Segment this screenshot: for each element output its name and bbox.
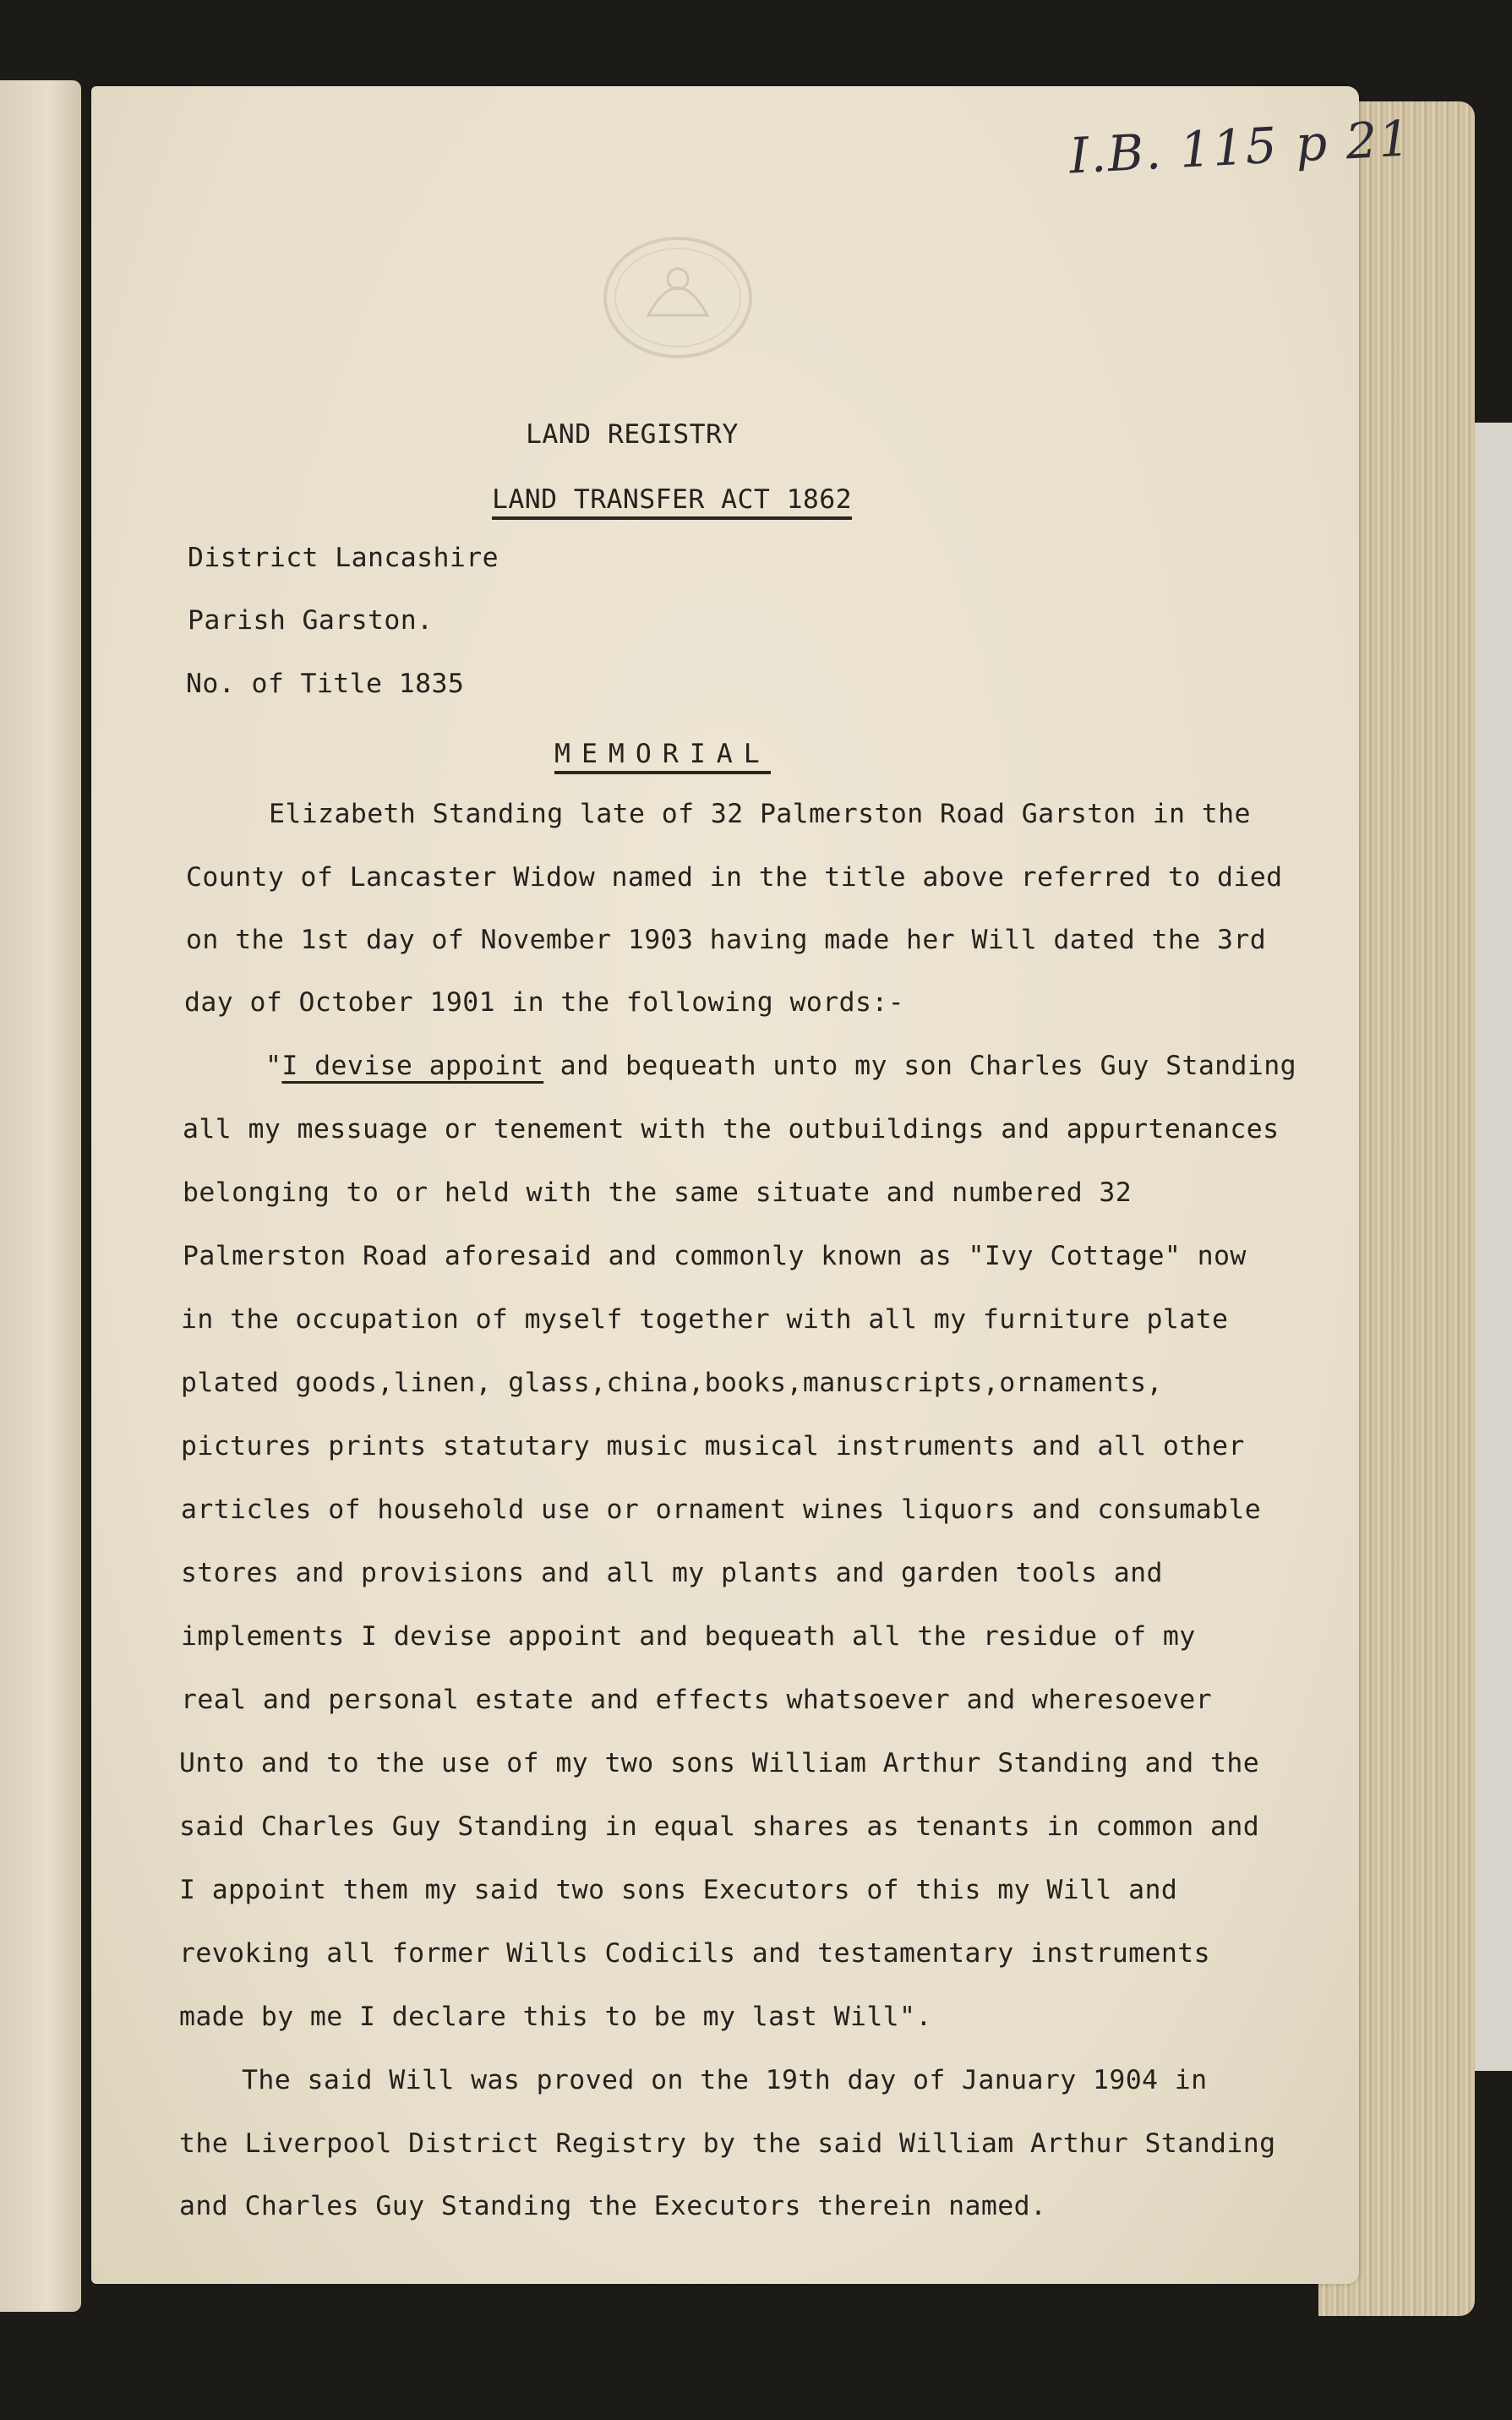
body-line: day of October 1901 in the following words:- [184,987,905,1018]
act-title: LAND TRANSFER ACT 1862 [492,484,852,520]
body-line: made by me I declare this to be my last Will". [179,2002,932,2032]
body-line: pictures prints statutary music musical instruments and all other [181,1431,1245,1461]
quote-line-rest: and bequeath unto my son Charles Guy Standing [559,1051,1297,1081]
reference-annotation: I.B. 115 p 21 [1067,109,1413,185]
body-line: the Liverpool District Registry by the said William Arthur Standing [179,2128,1276,2159]
title-number-line: No. of Title 1835 [186,669,465,699]
body-line: and Charles Guy Standing the Executors therein named. [179,2191,1047,2221]
embossed-seal-icon [602,235,754,360]
parish-line: Parish Garston. [188,605,434,636]
body-line: I appoint them my said two sons Executors of this my Will and [179,1875,1178,1905]
body-line: plated goods,linen, glass,china,books,manuscripts,ornaments, [181,1368,1163,1398]
body-line: stores and provisions and all my plants and garden tools and [181,1558,1163,1588]
district-line: District Lancashire [188,543,499,573]
body-line: County of Lancaster Widow named in the title above referred to died [186,862,1283,893]
body-line: Unto and to the use of my two sons William Arthur Standing and the [179,1748,1260,1778]
underlined-phrase: I devise appoint [281,1051,544,1081]
body-line: all my messuage or tenement with the outbuildings and appurtenances [183,1114,1280,1144]
body-line: Palmerston Road aforesaid and commonly known as "Ivy Cottage" now [183,1241,1247,1271]
memorial-heading: MEMORIAL [554,739,771,774]
quote-mark: " [265,1051,282,1081]
body-line: The said Will was proved on the 19th day of January 1904 in [242,2065,1208,2095]
quote-first-line [265,1051,1296,1081]
body-line: Elizabeth Standing late of 32 Palmerston Road Garston in the [269,799,1251,829]
body-line: articles of household use or ornament wines liquors and consumable [181,1494,1262,1525]
body-line: on the 1st day of November 1903 having made her Will dated the 3rd [186,925,1267,955]
body-line: belonging to or held with the same situate and numbered 32 [183,1177,1133,1208]
body-line: real and personal estate and effects whatsoever and wheresoever [181,1685,1212,1715]
body-line: said Charles Guy Standing in equal shares as tenants in common and [179,1811,1260,1842]
body-line: implements I devise appoint and bequeath all the residue of my [181,1621,1196,1652]
body-line: in the occupation of myself together with all my furniture plate [181,1304,1229,1335]
facing-page-edge [0,80,81,2312]
registry-title: LAND REGISTRY [526,419,739,450]
body-line: revoking all former Wills Codicils and testamentary instruments [179,1938,1210,1969]
